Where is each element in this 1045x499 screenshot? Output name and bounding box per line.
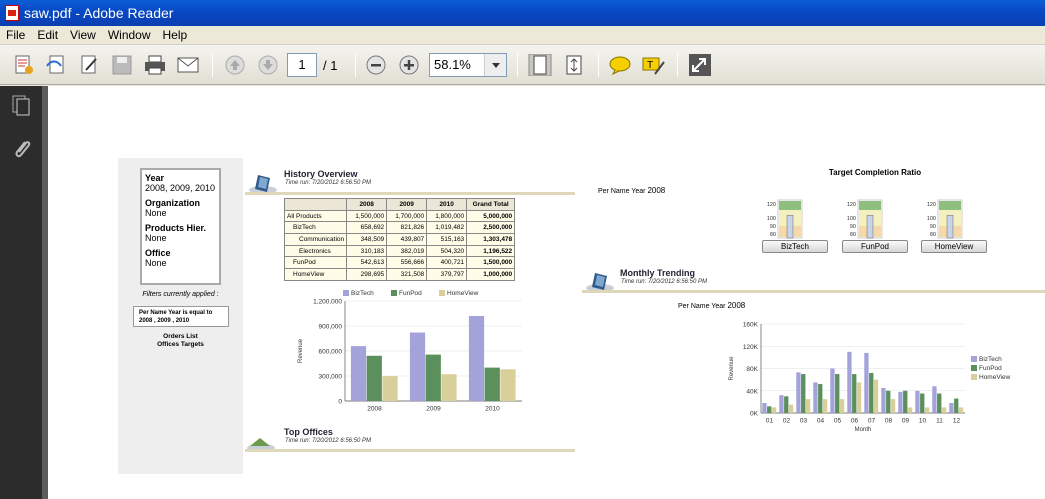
x-tick-label: 08 [884, 417, 893, 425]
x-tick-label: 05 [833, 417, 842, 425]
bar-biztech [847, 352, 851, 413]
menu-window[interactable]: Window [107, 28, 151, 42]
gauge-tick-label: 90 [929, 224, 936, 230]
year-filter-label: Per Name Year [678, 303, 726, 310]
bar-funpod [920, 394, 924, 413]
bar-biztech [864, 353, 868, 413]
chevron-down-icon[interactable] [484, 54, 506, 76]
table-row [285, 210, 515, 222]
table-header-cell: 2010 [427, 199, 467, 211]
bar-homeview [942, 407, 946, 413]
bar-funpod [367, 356, 382, 401]
applied-filter-text: Per Name Year is equal to [139, 310, 213, 316]
table-cell-total: 1,000,000 [467, 269, 515, 281]
page-number-input[interactable]: 1 [287, 53, 317, 77]
table-cell: 439,807 [387, 234, 427, 246]
bar-funpod [954, 399, 958, 413]
bar-homeview [840, 399, 844, 413]
table-cell: 1,800,000 [427, 210, 467, 222]
gauge-indicator [947, 215, 953, 238]
legend-swatch [971, 365, 977, 371]
bar-funpod [886, 391, 890, 413]
bar-funpod [869, 373, 873, 413]
legend-label: HomeView [447, 290, 479, 297]
legend-swatch [391, 290, 397, 296]
target-ratio-title: Target Completion Ratio [828, 168, 922, 177]
bar-biztech [410, 333, 425, 401]
bar-biztech [830, 369, 834, 414]
bar-homeview [925, 407, 929, 413]
bar-homeview [959, 407, 963, 413]
office-filter-label: Office [145, 248, 171, 258]
history-pivot-table [284, 198, 515, 281]
email-icon[interactable] [176, 54, 200, 76]
office-filter-value: None [145, 258, 167, 268]
table-cell: 321,508 [387, 269, 427, 281]
y-tick-label: 40K [746, 388, 758, 396]
edit-document-icon[interactable] [78, 54, 102, 76]
x-tick-label: 2008 [367, 405, 382, 413]
bar-funpod [903, 391, 907, 413]
x-tick-label: 10 [918, 417, 927, 425]
toolbar [0, 45, 1045, 85]
gauge-tick-label: 80 [849, 232, 856, 238]
monthly-time-run: Time run: 7/20/2012 6:56:50 PM [621, 279, 707, 285]
y-axis-label: Revenue [298, 338, 304, 364]
gauge-band-high [779, 201, 801, 210]
y-tick-label: 300,000 [318, 373, 342, 381]
bar-biztech [932, 386, 936, 413]
section-divider [582, 290, 1045, 293]
y-tick-label: 0 [338, 398, 342, 406]
bar-funpod [784, 396, 788, 413]
comment-icon[interactable] [608, 54, 632, 76]
menu-edit[interactable]: Edit [37, 28, 59, 42]
bar-homeview [857, 382, 861, 413]
table-row [285, 257, 515, 269]
legend-label: FunPod [399, 290, 422, 297]
history-time-run: Time run: 7/20/2012 6:56:50 PM [285, 180, 371, 186]
history-overview-title: History Overview [284, 169, 358, 179]
section-divider [245, 449, 575, 452]
monthly-year-filter [678, 301, 745, 310]
x-tick-label: 03 [799, 417, 808, 425]
year-filter-value: 2008 [647, 186, 666, 195]
toolbar-separator [677, 53, 678, 77]
table-cell-total: 1,303,478 [467, 234, 515, 246]
organization-filter-label: Organization [145, 198, 201, 208]
table-cell: 1,700,000 [387, 210, 427, 222]
bar-homeview [772, 407, 776, 413]
offices-targets-link[interactable]: Offices Targets [157, 341, 204, 348]
filters-applied-label: Filters currently applied : [142, 291, 219, 298]
gauge-tick-label: 80 [769, 232, 776, 238]
bar-biztech [915, 391, 919, 413]
menu-bar [0, 26, 1045, 45]
table-row [285, 234, 515, 246]
gauge-tick-label: 80 [929, 232, 936, 238]
legend-swatch [439, 290, 445, 296]
table-header-cell: Grand Total [467, 199, 515, 211]
table-cell: 1,500,000 [347, 210, 387, 222]
bar-homeview [806, 399, 810, 413]
bar-funpod [485, 368, 500, 401]
y-tick-label: 120K [742, 343, 758, 351]
zoom-out-icon[interactable] [364, 54, 388, 76]
toolbar-separator [355, 53, 356, 77]
next-page-icon[interactable] [256, 54, 280, 76]
open-file-icon[interactable] [45, 54, 69, 76]
table-cell: 542,613 [347, 257, 387, 269]
menu-help[interactable]: Help [162, 28, 188, 42]
bar-homeview [500, 369, 515, 401]
x-tick-label: 12 [952, 417, 961, 425]
table-cell: 310,183 [347, 245, 387, 257]
table-cell-product: HomeView [285, 269, 347, 281]
x-axis-label: Month [854, 427, 872, 433]
gauge-tick-label: 120 [766, 202, 776, 208]
bar-biztech [469, 316, 484, 401]
year-filter-value: 2008 [727, 301, 746, 310]
print-icon[interactable] [143, 54, 167, 76]
organization-filter-value: None [145, 208, 167, 218]
gauge-tick-label: 120 [846, 202, 856, 208]
orders-list-link[interactable]: Orders List [163, 333, 198, 340]
gauge-tick-label: 90 [849, 224, 856, 230]
section-divider [245, 192, 575, 195]
table-row [285, 222, 515, 234]
applied-filter-box [133, 306, 229, 327]
table-row [285, 269, 515, 281]
year-filter-value: 2008, 2009, 2010 [145, 183, 216, 193]
legend-swatch [343, 290, 349, 296]
table-header-cell: 2008 [347, 199, 387, 211]
fit-width-icon[interactable] [562, 54, 586, 76]
x-tick-label: 04 [816, 417, 825, 425]
top-offices-title: Top Offices [284, 427, 333, 437]
navigation-pane [0, 86, 42, 499]
x-tick-label: 2009 [426, 405, 441, 413]
target-gauges [760, 196, 992, 240]
table-cell: 348,509 [347, 234, 387, 246]
gauge-band-high [859, 201, 881, 210]
page-total: / 1 [323, 58, 338, 73]
table-cell-product: Communication [285, 234, 347, 246]
pages-icon[interactable] [11, 94, 31, 116]
report-section-icon [585, 270, 615, 292]
table-cell-total: 1,196,522 [467, 245, 515, 257]
bar-funpod [937, 394, 941, 413]
products-filter-label: Products Hier. [145, 223, 207, 233]
toolbar-separator [598, 53, 599, 77]
legend-label: HomeView [979, 374, 1011, 381]
bar-biztech [813, 382, 817, 413]
table-cell-total: 1,500,000 [467, 257, 515, 269]
menu-view[interactable]: View [70, 28, 96, 42]
zoom-value: 58.1% [434, 57, 471, 72]
table-row [285, 245, 515, 257]
y-tick-label: 80K [746, 366, 758, 373]
pdf-app-icon [5, 5, 19, 21]
history-bar-chart [290, 284, 530, 414]
table-cell-product: All Products [285, 210, 347, 222]
x-tick-label: 2010 [485, 405, 500, 413]
table-cell-total: 2,500,000 [467, 222, 515, 234]
save-icon[interactable] [110, 54, 134, 76]
target-year-filter [598, 186, 665, 195]
gauge-biztech-button[interactable]: BizTech [762, 240, 828, 253]
y-tick-label: 900,000 [318, 323, 342, 331]
bar-biztech [881, 388, 885, 413]
bar-funpod [835, 374, 839, 413]
table-cell: 400,721 [427, 257, 467, 269]
y-tick-label: 600,000 [318, 348, 342, 356]
bar-homeview [823, 399, 827, 413]
legend-swatch [971, 374, 977, 380]
table-cell-product: FunPod [285, 257, 347, 269]
create-pdf-icon[interactable] [12, 54, 36, 76]
legend-label: FunPod [979, 365, 1002, 372]
bar-homeview [382, 376, 397, 401]
gauge-tick-label: 120 [926, 202, 936, 208]
gauge-funpod-button[interactable]: FunPod [842, 240, 908, 253]
svg-text:T: T [647, 60, 654, 71]
previous-page-icon[interactable] [223, 54, 247, 76]
table-cell: 658,692 [347, 222, 387, 234]
gauge-tick-label: 90 [769, 224, 776, 230]
gauge-indicator [867, 215, 873, 238]
gauge-tick-label: 100 [926, 216, 936, 222]
table-cell: 504,320 [427, 245, 467, 257]
bar-funpod [852, 374, 856, 413]
full-screen-icon[interactable] [688, 54, 712, 76]
gauge-tick-label: 100 [766, 216, 776, 222]
x-tick-label: 07 [867, 417, 876, 425]
year-filter-label: Year [145, 173, 165, 183]
bar-funpod [818, 384, 822, 413]
bar-homeview [789, 405, 793, 413]
top-offices-time-run: Time run: 7/20/2012 6:56:50 PM [285, 438, 371, 444]
x-tick-label: 09 [901, 417, 910, 425]
bar-homeview [441, 374, 456, 401]
bar-funpod [801, 374, 805, 413]
year-filter-label: Per Name Year [598, 188, 646, 195]
report-section-icon [248, 172, 278, 194]
y-tick-label: 160K [742, 321, 758, 329]
table-cell: 382,019 [387, 245, 427, 257]
bar-funpod [426, 355, 441, 401]
report-links [122, 333, 239, 349]
y-axis-label: Revenue [729, 356, 735, 381]
bar-homeview [874, 380, 878, 413]
table-cell: 556,666 [387, 257, 427, 269]
table-cell: 298,695 [347, 269, 387, 281]
bar-biztech [351, 346, 366, 401]
bar-biztech [779, 395, 783, 413]
fit-page-icon[interactable] [528, 54, 552, 76]
gauge-tick-label: 100 [846, 216, 856, 222]
bar-homeview [908, 407, 912, 413]
table-header-cell: 2009 [387, 199, 427, 211]
x-tick-label: 01 [765, 417, 774, 425]
highlight-text-icon[interactable] [641, 54, 665, 76]
x-tick-label: 02 [782, 417, 791, 425]
table-cell-product: BizTech [285, 222, 347, 234]
table-cell: 379,797 [427, 269, 467, 281]
table-cell: 515,163 [427, 234, 467, 246]
table-header-row [285, 199, 515, 211]
toolbar-separator [517, 53, 518, 77]
monthly-bar-chart [725, 316, 1035, 438]
gauge-indicator [787, 215, 793, 238]
zoom-in-icon[interactable] [397, 54, 421, 76]
gauge-homeview-button[interactable]: HomeView [921, 240, 987, 253]
title-bar [0, 0, 1045, 26]
x-tick-label: 06 [850, 417, 859, 425]
gauge-band-high [939, 201, 961, 210]
legend-swatch [971, 356, 977, 362]
bar-biztech [898, 392, 902, 413]
legend-label: BizTech [351, 290, 374, 297]
legend-label: BizTech [979, 356, 1002, 363]
table-header-cell [285, 199, 347, 211]
y-tick-label: 0K [750, 410, 758, 418]
table-cell-product: Electronics [285, 245, 347, 257]
table-cell: 821,826 [387, 222, 427, 234]
zoom-select[interactable] [429, 53, 507, 77]
x-tick-label: 11 [936, 417, 943, 425]
filter-summary-box [140, 168, 221, 285]
products-filter-value: None [145, 233, 167, 243]
y-tick-label: 1,200,000 [313, 298, 342, 306]
bar-biztech [949, 403, 953, 413]
attachments-icon[interactable] [11, 136, 31, 160]
window-title: saw.pdf - Adobe Reader [24, 5, 174, 21]
bar-homeview [891, 399, 895, 413]
menu-file[interactable]: File [6, 28, 26, 42]
monthly-trending-title: Monthly Trending [620, 268, 695, 278]
bar-biztech [796, 372, 800, 413]
applied-filter-values: 2008 , 2009 , 2010 [139, 318, 190, 324]
toolbar-separator [212, 53, 213, 77]
bar-funpod [767, 406, 771, 413]
table-cell-total: 5,000,000 [467, 210, 515, 222]
table-cell: 1,019,482 [427, 222, 467, 234]
bar-biztech [762, 403, 766, 413]
